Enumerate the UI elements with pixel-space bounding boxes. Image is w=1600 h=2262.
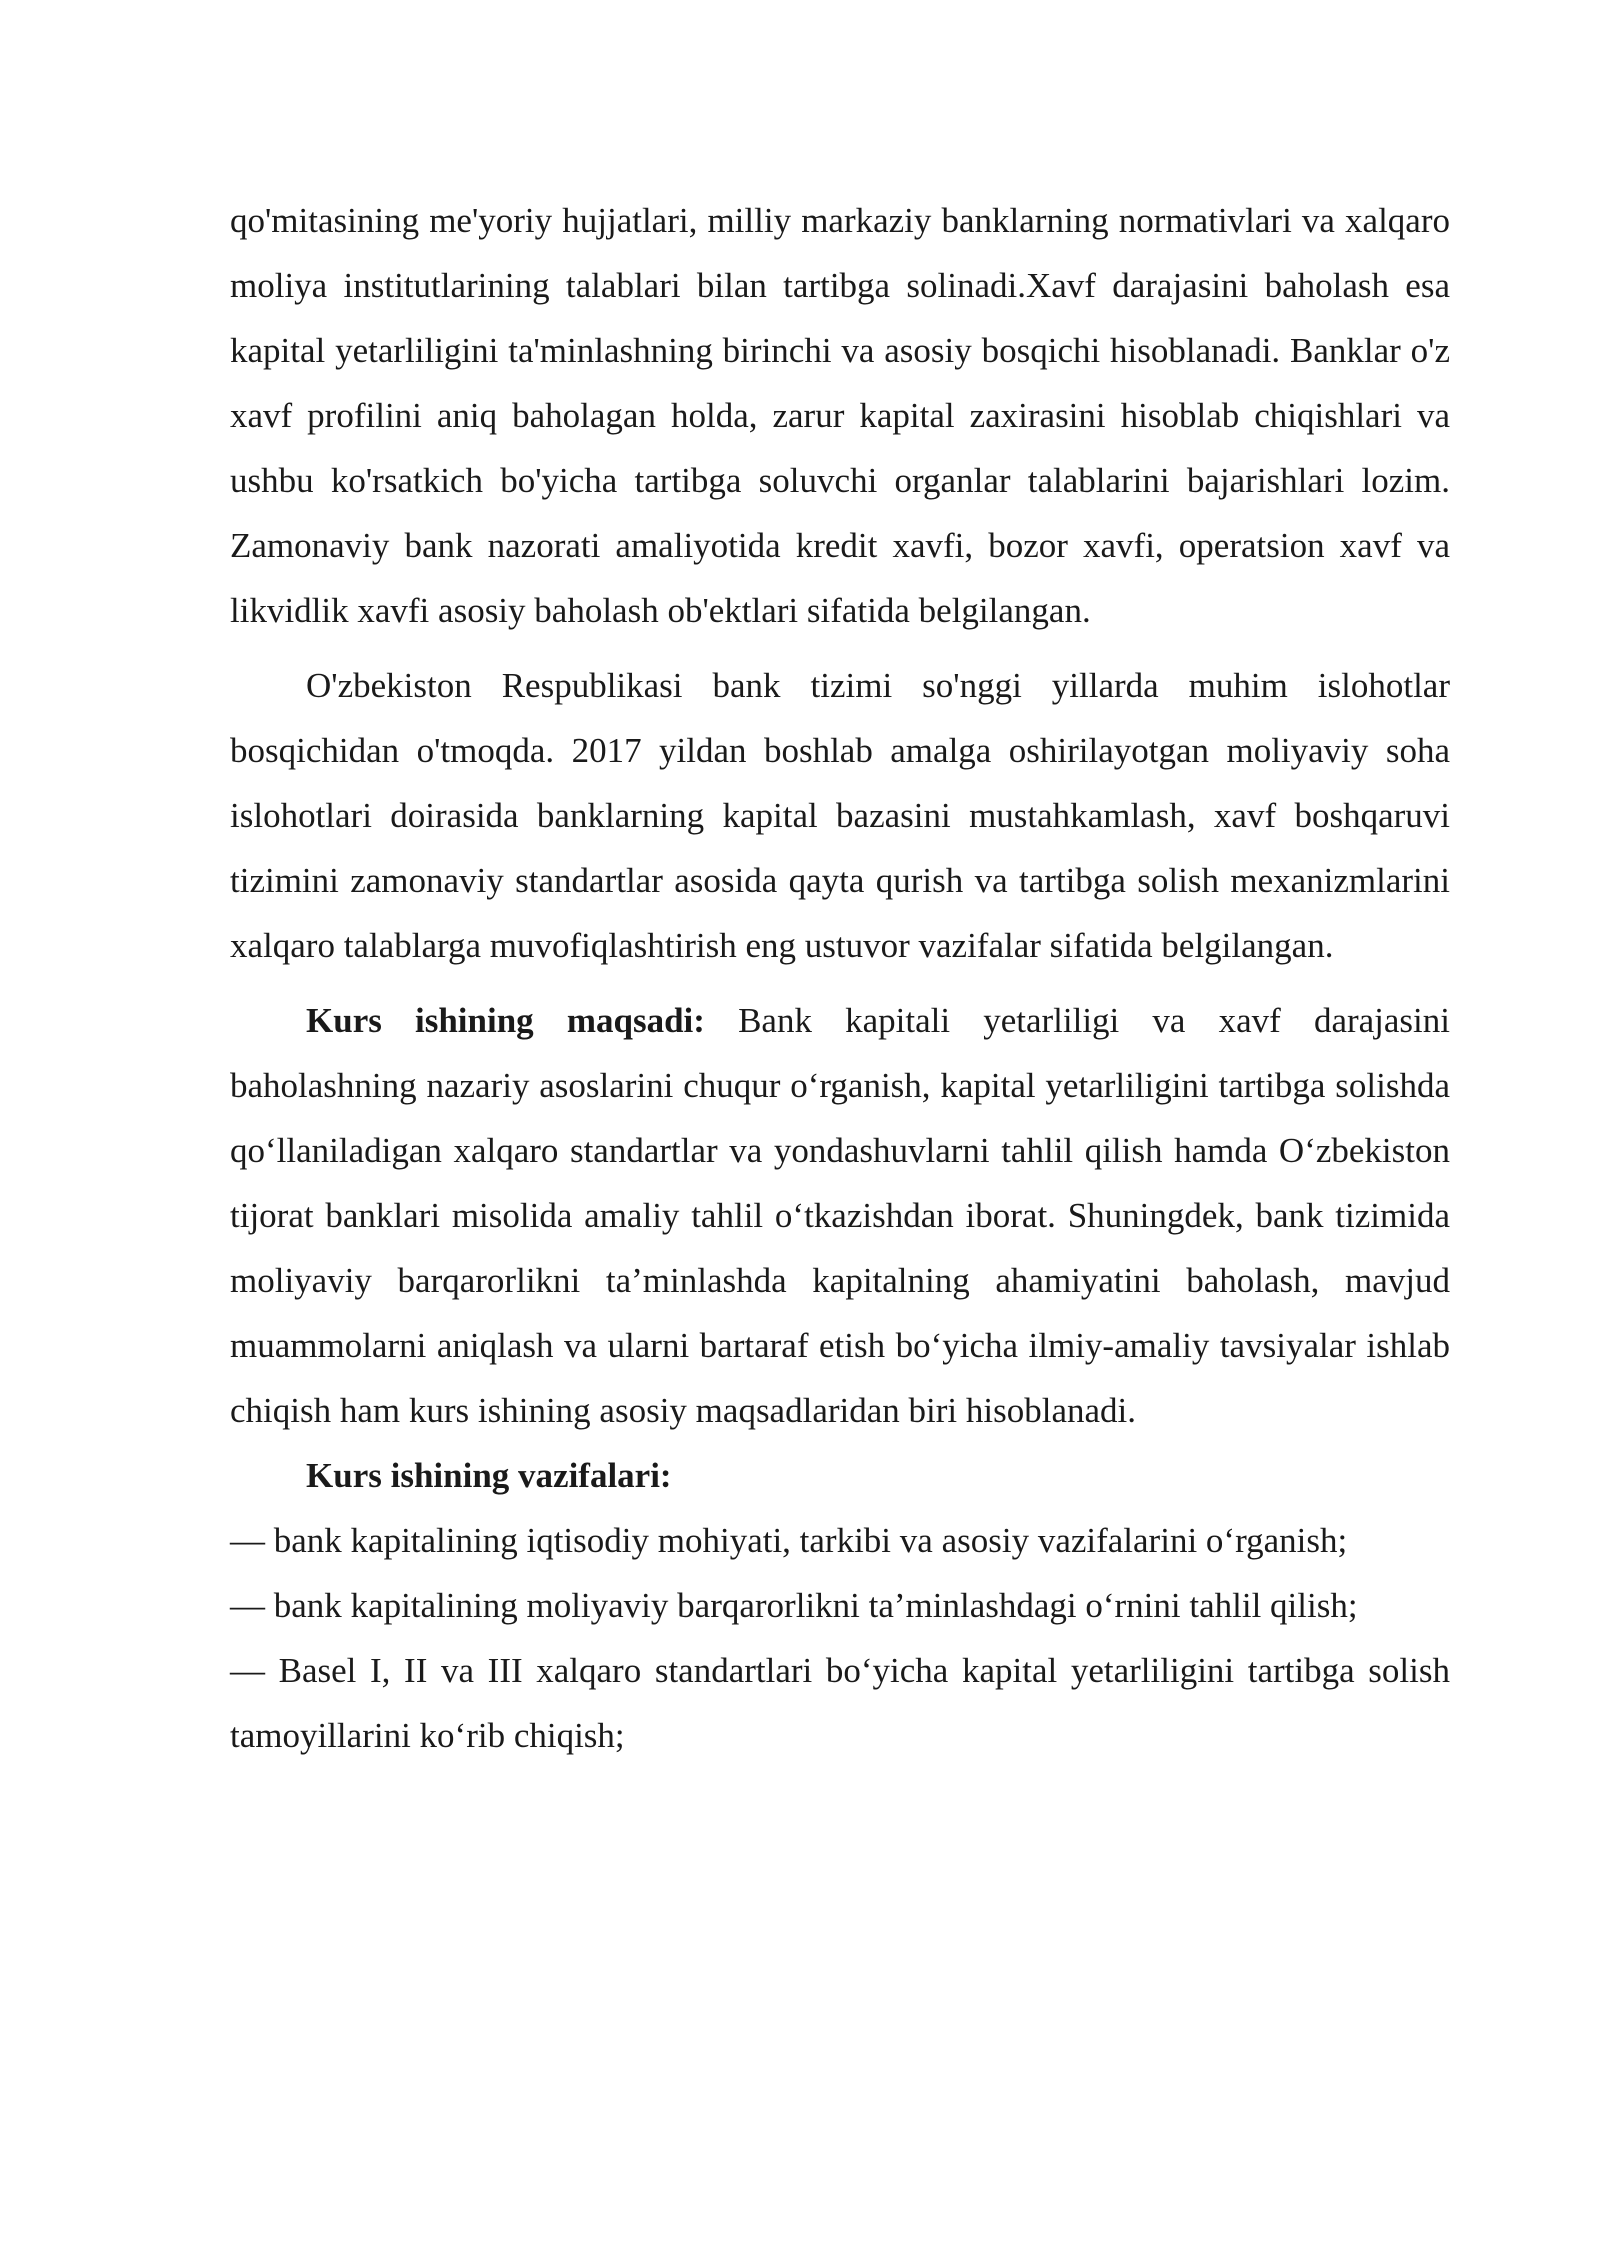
- paragraph-uzbekistan-reforms: O'zbekiston Respublikasi bank tizimi so'nggi yillarda muhim islohotlar bosqichidan o'tmoqda. 2017 yildan boshlab amalga oshirilayotgan moliyaviy soha islohotlari doirasida banklarning kapital bazasini mustahkamlash, xavf boshqaruvi tizimini zamonaviy standartlar asosida qayta qurish va tartibga solish mexanizmlarini xalqaro talablarga muvofiqlashtirish eng ustuvor vazifalar sifatida belgilangan.: [230, 666, 1450, 965]
- tasks-heading-text: Kurs ishining vazifalari:: [306, 1456, 672, 1495]
- goal-heading: Kurs ishining maqsadi:: [306, 1001, 705, 1040]
- paragraph-course-goal: [230, 988, 1450, 1443]
- document-page: [230, 188, 1450, 1768]
- task-item: — Basel I, II va III xalqaro standartlari bo‘yicha kapital yetarliligini tartibga solish tamoyillarini ko‘rib chiqish;: [230, 1651, 1450, 1755]
- goal-text: Bank kapitali yetarliligi va xavf darajasini baholashning nazariy asoslarini chuqur o‘rganish, kapital yetarliligini tartibga solishda qo‘llaniladigan xalqaro standartlar va yondashuvlarni tahlil qilish hamda O‘zbekiston tijorat banklari misolida amaliy tahlil o‘tkazishdan iborat. Shuningdek, bank tizimida moliyaviy barqarorlikni ta’minlashda kapitalning ahamiyatini baholash, mavjud muammolarni aniqlash va ularni bartaraf etish bo‘yicha ilmiy-amaliy tavsiyalar ishlab chiqish ham kurs ishining asosiy maqsadlaridan biri hisoblanadi.: [230, 1001, 1450, 1430]
- paragraph-regulation: qo'mitasining me'yoriy hujjatlari, milliy markaziy banklarning normativlari va xalqaro moliya institutlarining talablari bilan tartibga solinadi.Xavf darajasini baholash esa kapital yetarliligini ta'minlashning birinchi va asosiy bosqichi hisoblanadi. Banklar o'z xavf profilini aniq baholagan holda, zarur kapital zaxirasini hisoblab chiqishlari va ushbu ko'rsatkich bo'yicha tartibga soluvchi organlar talablarini bajarishlari lozim. Zamonaviy bank nazorati amaliyotida kredit xavfi, bozor xavfi, operatsion xavf va likvidlik xavfi asosiy baholash ob'ektlari sifatida belgilangan.: [230, 201, 1450, 630]
- task-item: — bank kapitalining iqtisodiy mohiyati, tarkibi va asosiy vazifalarini o‘rganish;: [230, 1521, 1348, 1560]
- tasks-heading: [230, 1443, 1450, 1508]
- task-item: — bank kapitalining moliyaviy barqarorlikni ta’minlashdagi o‘rnini tahlil qilish;: [230, 1586, 1358, 1625]
